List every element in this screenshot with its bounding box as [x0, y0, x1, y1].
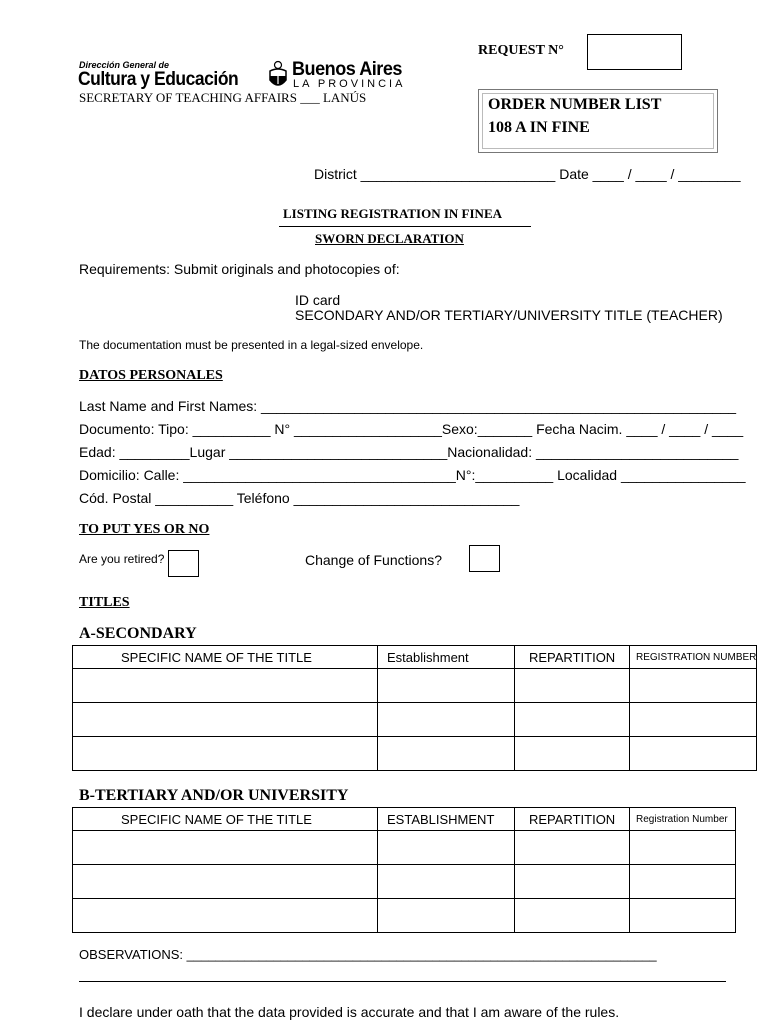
personal-data-heading: DATOS PERSONALES: [79, 368, 223, 383]
postal-phone-field-line[interactable]: Cód. Postal __________ Teléfono _____________________________: [79, 490, 520, 506]
logo-title: Cultura y Educación: [78, 69, 239, 90]
table-cell[interactable]: [630, 899, 736, 933]
retired-label: Are you retired?: [79, 552, 165, 566]
observations-line[interactable]: OBSERVATIONS: _________________________________________________________________: [79, 947, 657, 962]
table-cell[interactable]: [73, 899, 378, 933]
listing-heading: LISTING REGISTRATION IN FINEA: [283, 206, 503, 221]
requirements-intro: Requirements: Submit originals and photocopies of:: [79, 261, 400, 277]
requirement-item: ID card: [295, 292, 341, 308]
column-header: Registration Number: [630, 808, 736, 831]
documentation-note: The documentation must be presented in a legal-sized envelope.: [79, 338, 424, 352]
province-crest-icon: [267, 60, 289, 92]
table-row: [73, 865, 736, 899]
table-cell[interactable]: [378, 831, 515, 865]
oath-declaration: I declare under oath that the data provided is accurate and that I am aware of the rules.: [79, 1004, 620, 1020]
sworn-declaration-heading: SWORN DECLARATION: [315, 231, 464, 246]
change-functions-label: Change of Functions?: [305, 552, 442, 568]
table-cell[interactable]: [515, 703, 630, 737]
table-row: [73, 899, 736, 933]
brand-title: Buenos Aires: [292, 59, 402, 80]
address-field-line[interactable]: Domicilio: Calle: ___________________________________N°:__________ Localidad ________________: [79, 467, 746, 483]
name-field-line[interactable]: Last Name and First Names: _____________________________________________________________: [79, 398, 737, 414]
table-header-row: [73, 646, 757, 669]
column-header: Establishment: [378, 646, 515, 669]
column-header: ESTABLISHMENT: [378, 808, 515, 831]
table-cell[interactable]: [73, 669, 378, 703]
table-header-row: [73, 808, 736, 831]
table-row: [73, 737, 757, 771]
table-cell[interactable]: [73, 865, 378, 899]
request-number-box[interactable]: [587, 34, 682, 70]
district-date-line[interactable]: District _________________________ Date ____ / ____ / ________: [314, 166, 741, 182]
table-row: [73, 703, 757, 737]
heading-divider: [279, 226, 531, 227]
table-cell[interactable]: [378, 865, 515, 899]
age-place-field-line[interactable]: Edad: _________Lugar ____________________________Nacionalidad: __________________________: [79, 444, 739, 460]
request-number-label: REQUEST N°: [478, 43, 564, 58]
order-number-line1: ORDER NUMBER LIST: [488, 96, 662, 113]
column-header: REGISTRATION NUMBER: [630, 646, 757, 669]
secondary-section-heading: A-SECONDARY: [79, 625, 197, 642]
table-cell[interactable]: [630, 737, 757, 771]
titles-heading: TITLES: [79, 595, 130, 610]
column-header: REPARTITION: [515, 808, 630, 831]
table-cell[interactable]: [378, 703, 515, 737]
secondary-titles-table: [72, 645, 757, 771]
table-cell[interactable]: [378, 899, 515, 933]
column-header: SPECIFIC NAME OF THE TITLE: [73, 808, 378, 831]
table-cell[interactable]: [630, 669, 757, 703]
table-cell[interactable]: [378, 737, 515, 771]
table-cell[interactable]: [515, 899, 630, 933]
table-cell[interactable]: [515, 831, 630, 865]
table-cell[interactable]: [378, 669, 515, 703]
observations-extra-line[interactable]: [79, 981, 726, 982]
table-cell[interactable]: [73, 737, 378, 771]
table-cell[interactable]: [515, 737, 630, 771]
order-number-line2: 108 A IN FINE: [488, 119, 590, 136]
table-cell[interactable]: [515, 669, 630, 703]
table-cell[interactable]: [630, 703, 757, 737]
logo-subtitle: Dirección General de: [79, 60, 170, 70]
brand-subtitle: LA PROVINCIA: [293, 78, 406, 90]
requirement-item: SECONDARY AND/OR TERTIARY/UNIVERSITY TITLE (TEACHER): [295, 307, 723, 323]
document-field-line[interactable]: Documento: Tipo: __________ N° ___________________Sexo:_______ Fecha Nacim. ____ / ____ / ____: [79, 421, 744, 437]
yes-no-heading: TO PUT YES OR NO: [79, 522, 210, 537]
table-cell[interactable]: [73, 703, 378, 737]
table-row: [73, 831, 736, 865]
retired-checkbox[interactable]: [168, 550, 199, 577]
column-header: SPECIFIC NAME OF THE TITLE: [73, 646, 378, 669]
table-row: [73, 669, 757, 703]
column-header: REPARTITION: [515, 646, 630, 669]
change-functions-checkbox[interactable]: [469, 545, 500, 572]
secretary-line: SECRETARY OF TEACHING AFFAIRS ___ LANÚS: [79, 90, 367, 105]
table-cell[interactable]: [630, 831, 736, 865]
table-cell[interactable]: [73, 831, 378, 865]
tertiary-section-heading: B-TERTIARY AND/OR UNIVERSITY: [79, 787, 349, 804]
table-cell[interactable]: [630, 865, 736, 899]
tertiary-titles-table: [72, 807, 736, 933]
table-cell[interactable]: [515, 865, 630, 899]
